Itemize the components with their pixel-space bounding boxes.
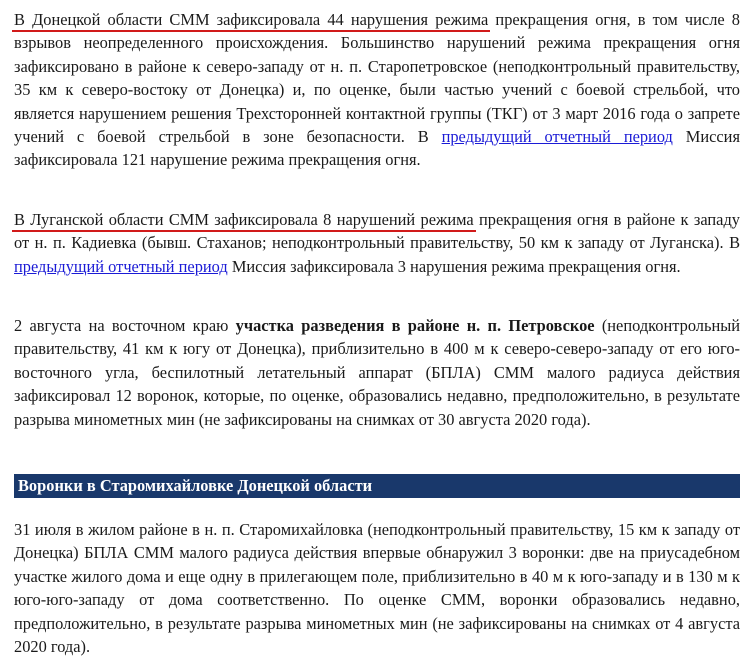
paragraph-text: Миссия зафиксировала 3 нарушения режима прекращения огня. [227, 256, 681, 276]
paragraph-text: Миссия зафиксировала 121 нарушение режима прекращения огня. [14, 127, 740, 170]
section-title: Воронки в Старомихайловке Донецкой области [18, 476, 373, 495]
highlighted-phrase-donetsk: В Донецкой области СММ зафиксировала 44 нарушения режима [14, 10, 489, 29]
paragraph-text: 31 июля в жилом районе в н. п. Старомихайловка (неподконтрольный правительству, 15 км к западу от Донецка) БПЛА СММ малого радиуса действия впервые обнаружил 3 воронки: две на приусадебном участке жилого дома и еще одну в прилегающем поле, приблизительно в 40 м к юго-западу и в 130 м к юго-юго-западу от дома соответственно. По оценке СММ, воронки образовались недавно, предположительно, в результате разрыва минометных мин (не зафиксированы на снимках от 4 августа 2020 года). [14, 520, 740, 657]
paragraph-text: прекращения огня, в том числе 8 взрывов неопределенного происхождения. Большинство нарушений режима прекращения огня зафиксировано в районе к северо-западу от н. п. Старопетровское (неподконтрольный правительству, 35 км к северо-востоку от Донецка) и, по оценке, были частью учений с боевой стрельбой, что является нарушением решения Трехсторонней контактной группы (ТКГ) от 3 март 2016 года о запрете учений с боевой стрельбой в зоне безопасности. В [14, 10, 740, 147]
paragraph-text: прекращения огня в районе к западу от н. п. Кадиевка (бывш. Стаханов; неподконтрольный правительству, 50 км к западу от Луганска). В [14, 210, 740, 253]
highlighted-phrase-luhansk: В Луганской области СММ зафиксировала 8 нарушений режима [14, 210, 474, 229]
paragraph-luhansk-violations [14, 208, 740, 278]
previous-period-link[interactable]: предыдущий отчетный период [441, 127, 673, 147]
paragraph-donetsk-violations [14, 8, 740, 172]
paragraph-text: 2 августа на восточном краю [14, 316, 236, 335]
paragraph-text: (неподконтрольный правительству, 41 км к югу от Донецка), приблизительно в 400 м к северо-северо-западу от его юго-восточного угла, беспилотный летательный аппарат (БПЛА) СММ малого радиуса действия зафиксировал 12 воронок, которые, по оценке, образовались недавно, предположительно, в результате разрыва минометных мин (не зафиксированы на снимках от 30 августа 2020 года). [14, 316, 741, 429]
section-header-bar [14, 474, 740, 498]
bold-phrase-disengagement-area: участка разведения в районе н. п. Петровское [235, 316, 595, 335]
paragraph-petrovske-craters [14, 314, 740, 431]
paragraph-staromykhailivka-craters [14, 518, 740, 658]
previous-period-link[interactable]: предыдущий отчетный период [14, 256, 228, 276]
